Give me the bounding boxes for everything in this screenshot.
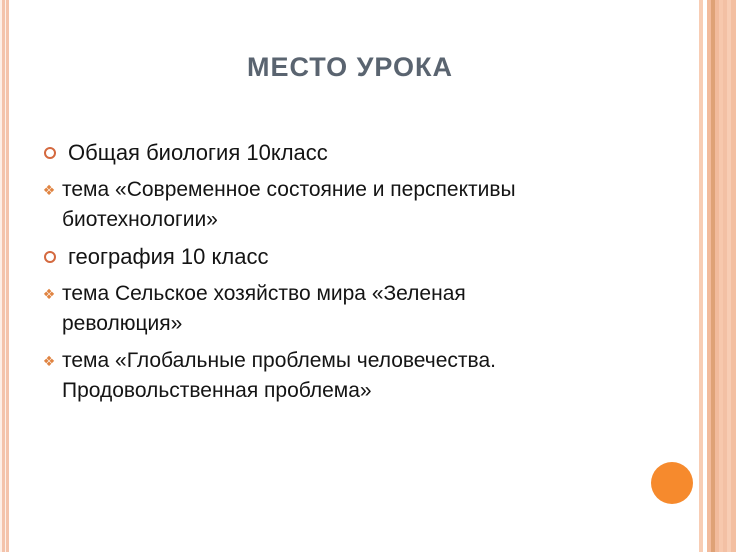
- list-item-line: революция»: [62, 312, 183, 335]
- list-item-line: тема Сельское хозяйство мира «Зеленая: [62, 282, 466, 305]
- list-item-line: Продовольственная проблема»: [62, 379, 372, 402]
- list-item-line: тема «Современное состояние и перспективы: [62, 178, 516, 201]
- accent-circle-decoration: [651, 462, 693, 504]
- ring-bullet-icon: [44, 147, 56, 159]
- list-item-line: биотехнологии»: [62, 208, 218, 231]
- diamond-bullet-icon: ❖: [42, 182, 56, 198]
- list-item: [36, 346, 660, 406]
- list-item: [36, 175, 660, 235]
- list-item: [36, 279, 660, 339]
- list-item: [36, 138, 660, 168]
- right-border-stripes: [696, 0, 736, 552]
- list-item-line: география 10 класс: [68, 244, 269, 269]
- bullet-list: [0, 138, 660, 413]
- list-item-line: Общая биология 10класс: [68, 140, 328, 165]
- diamond-bullet-icon: ❖: [42, 353, 56, 369]
- slide-title: МЕСТО УРОКА: [246, 52, 454, 82]
- list-item: [36, 242, 660, 272]
- diamond-bullet-icon: ❖: [42, 286, 56, 302]
- list-item-line: тема «Глобальные проблемы человечества.: [62, 349, 496, 372]
- ring-bullet-icon: [44, 251, 56, 263]
